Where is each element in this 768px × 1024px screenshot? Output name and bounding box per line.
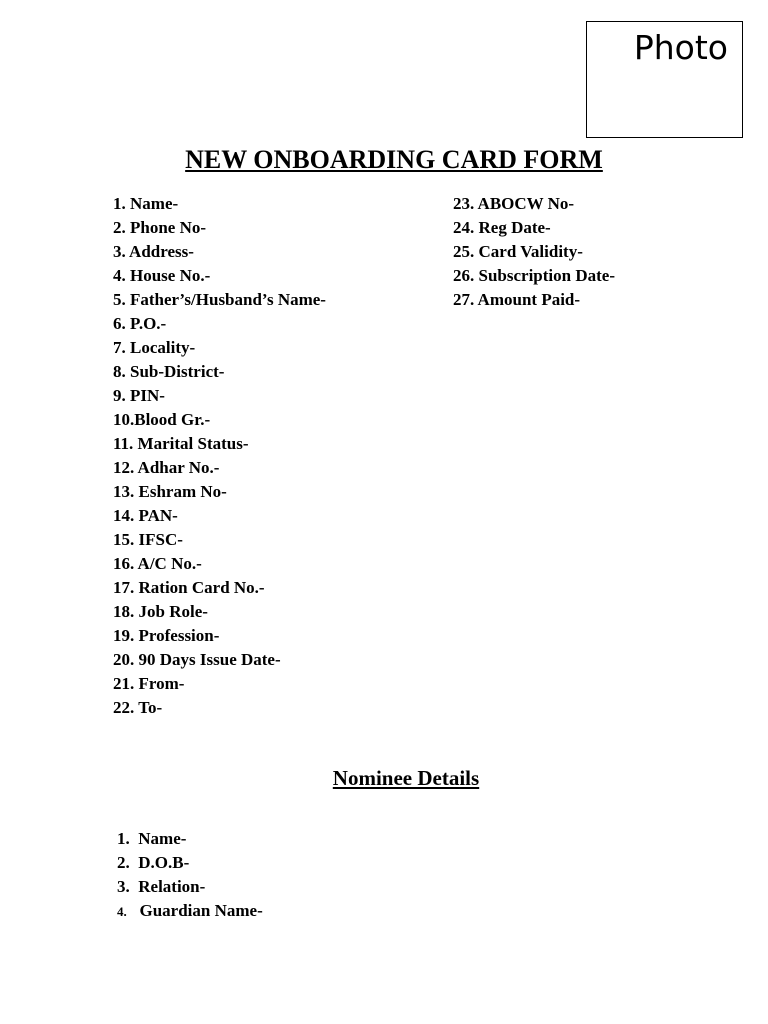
field-job-role: 18. Job Role- [113,602,208,621]
field-ifsc: 15. IFSC- [113,530,183,549]
nominee-field-label: Relation- [138,877,206,896]
nominee-field-guardian-name [117,899,263,924]
form-title: NEW ONBOARDING CARD FORM [185,145,603,174]
nominee-field-name [117,827,263,851]
field-abocw-no: 23. ABOCW No- [453,194,575,213]
nominee-field-label: Guardian Name- [139,901,263,920]
nominee-field-label: Name- [138,829,187,848]
field-subscription-date: 26. Subscription Date- [453,266,615,285]
field-ration-card-no: 17. Ration Card No.- [113,578,265,597]
nominee-field-label: D.O.B- [138,853,190,872]
applicant-fields-right [453,192,615,312]
field-pan: 14. PAN- [113,506,178,525]
field-name: 1. Name- [113,194,179,213]
nominee-field-relation [117,875,263,899]
field-marital-status: 11. Marital Status- [113,434,249,453]
field-card-validity: 25. Card Validity- [453,242,583,261]
field-house-no: 4. House No.- [113,266,211,285]
field-pin: 9. PIN- [113,386,165,405]
nominee-field-dob [117,851,263,875]
field-reg-date: 24. Reg Date- [453,218,551,237]
field-account-no: 16. A/C No.- [113,554,202,573]
nominee-field-number: 2. [117,853,130,872]
field-from: 21. From- [113,674,185,693]
photo-label: Photo [633,28,728,67]
field-eshram-no: 13. Eshram No- [113,482,227,501]
field-phone: 2. Phone No- [113,218,207,237]
nominee-fields [117,827,263,924]
nominee-field-number: 4. [117,904,127,919]
nominee-field-number: 1. [117,829,130,848]
field-po: 6. P.O.- [113,314,167,333]
applicant-fields-left [113,192,326,720]
nominee-heading: Nominee Details [332,766,480,790]
field-profession: 19. Profession- [113,626,220,645]
photo-box [586,21,743,138]
field-address: 3. Address- [113,242,194,261]
field-90-days-issue-date: 20. 90 Days Issue Date- [113,650,281,669]
field-father-husband-name: 5. Father’s/Husband’s Name- [113,290,326,309]
nominee-field-number: 3. [117,877,130,896]
field-locality: 7. Locality- [113,338,196,357]
field-to: 22. To- [113,698,163,717]
field-sub-district: 8. Sub-District- [113,362,225,381]
field-adhar-no: 12. Adhar No.- [113,458,220,477]
field-blood-group: 10.Blood Gr.- [113,410,211,429]
field-amount-paid: 27. Amount Paid- [453,290,581,309]
